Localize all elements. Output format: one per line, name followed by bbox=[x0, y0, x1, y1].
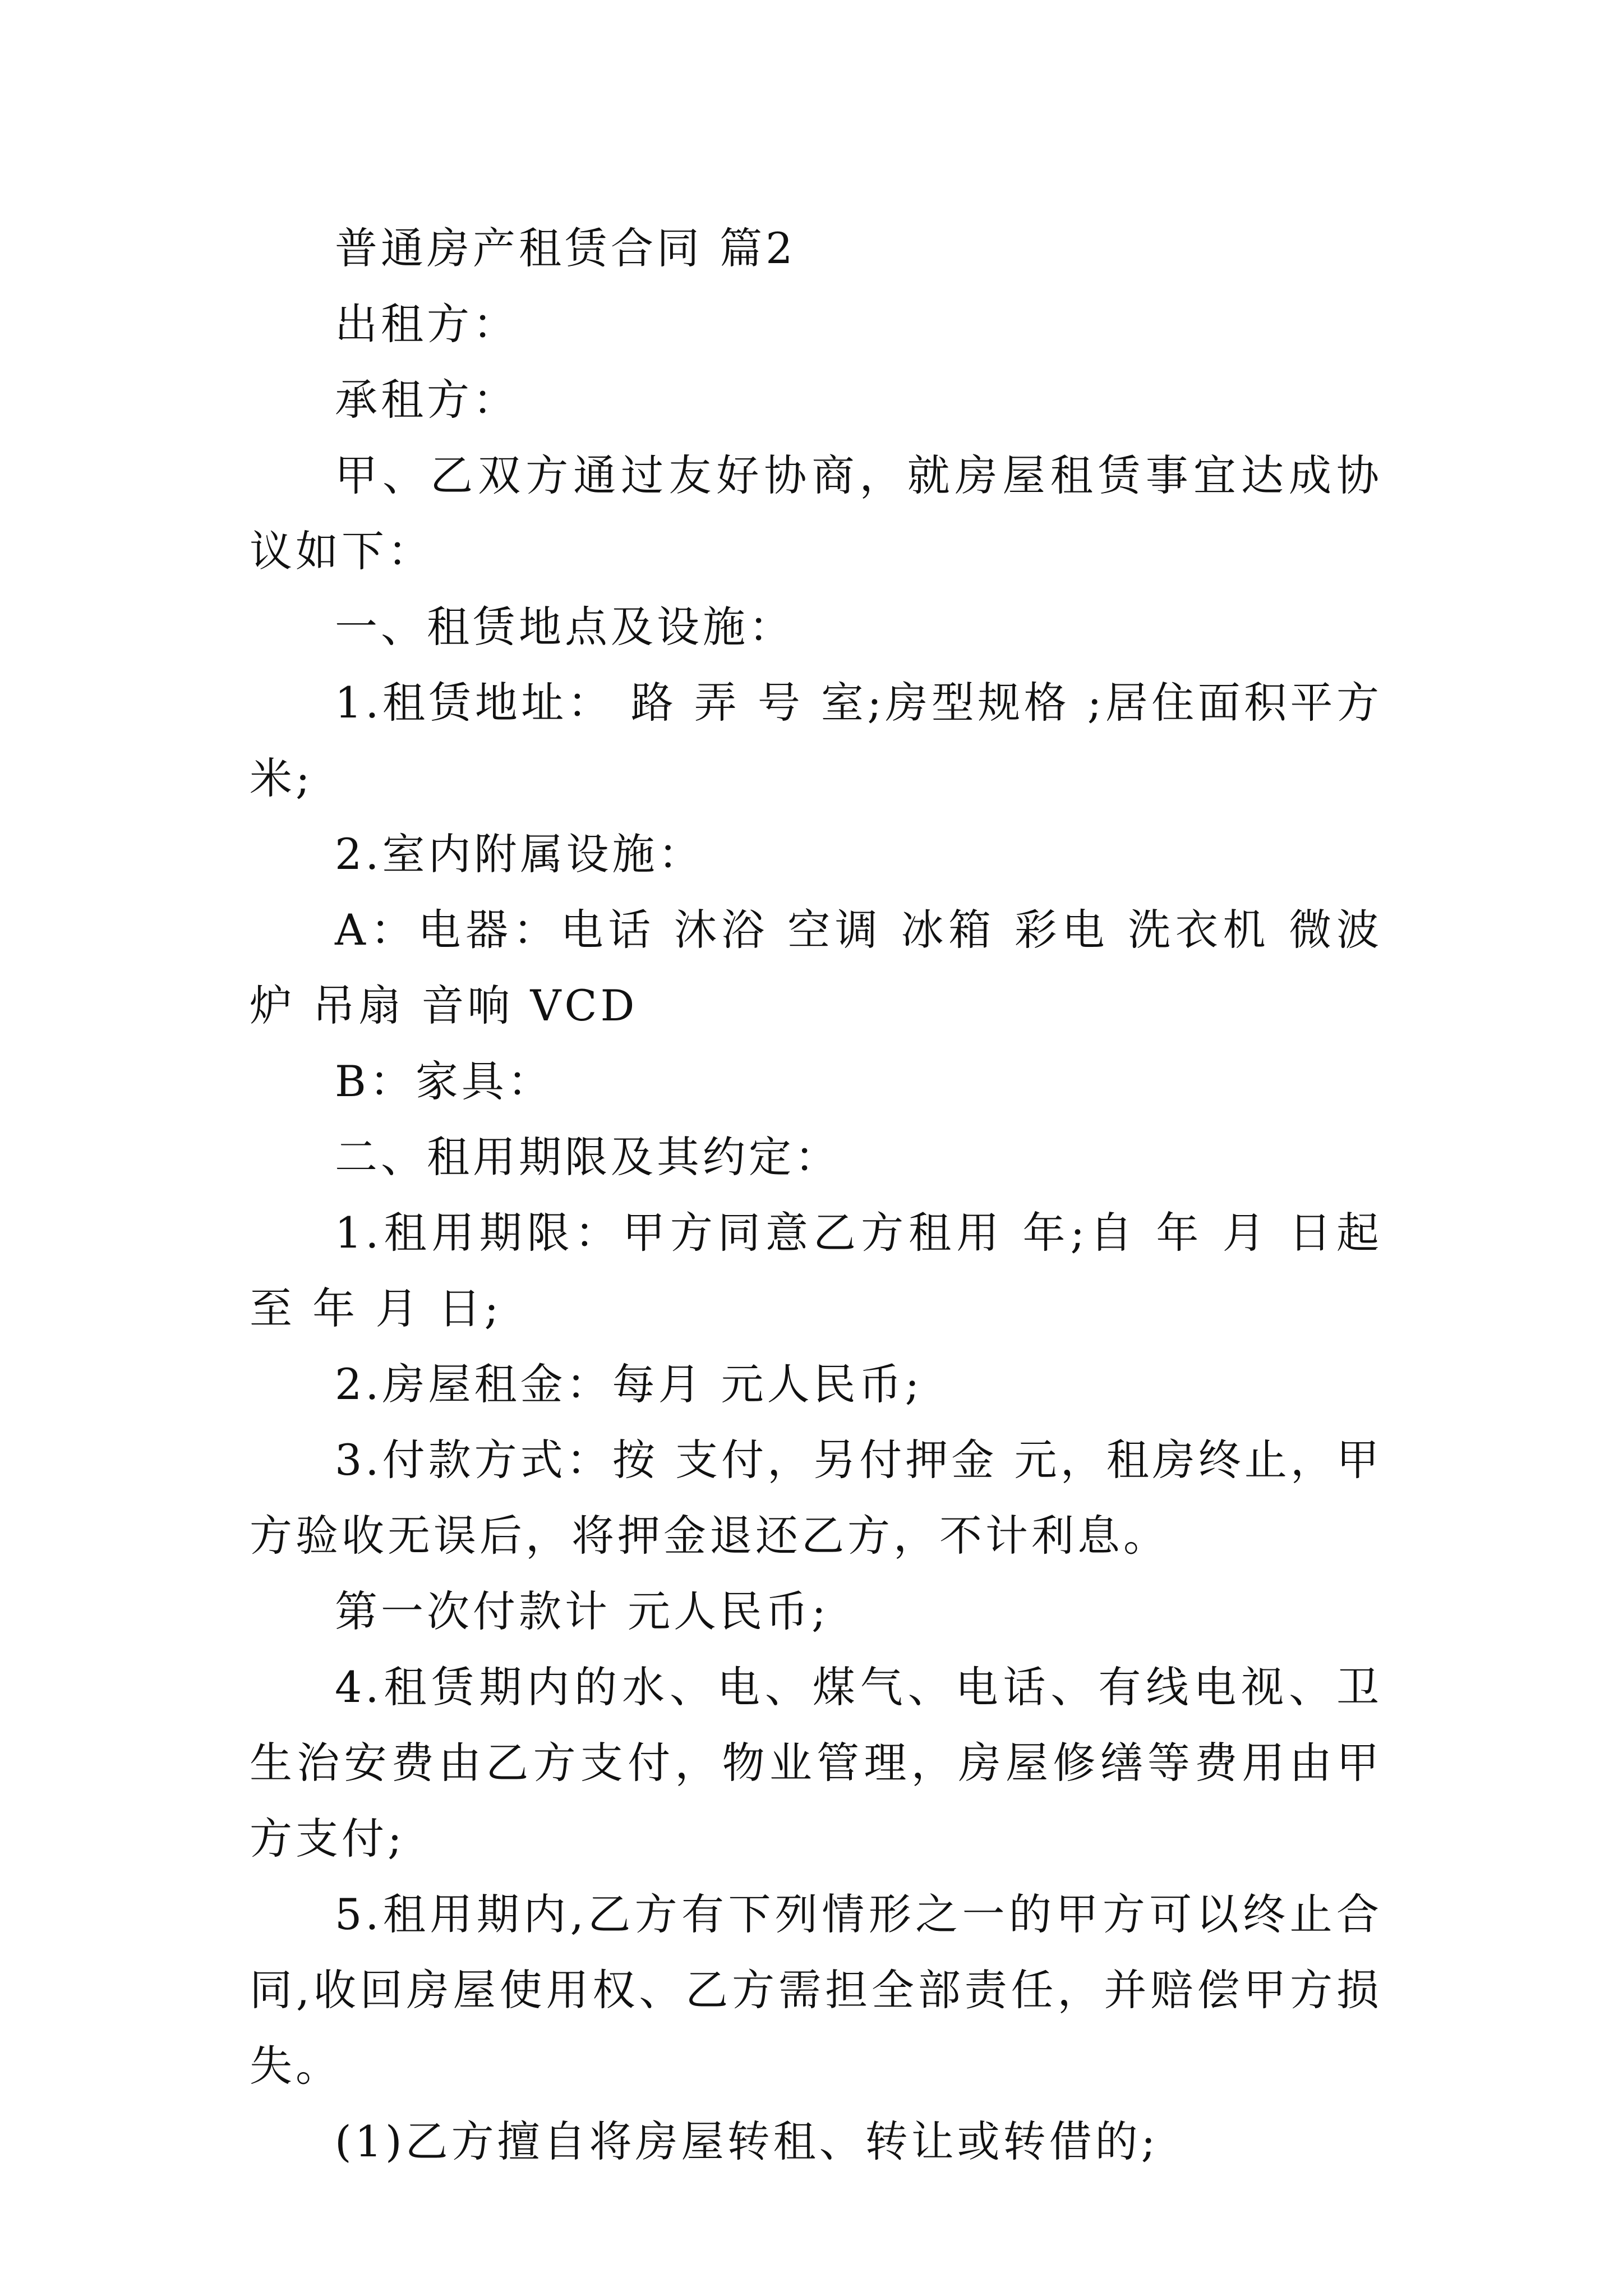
clause-facilities: 2.室内附属设施： bbox=[335, 829, 704, 879]
document-body bbox=[250, 210, 1382, 2179]
clause-appliances: A：电器：电话 沐浴 空调 冰箱 彩电 洗衣机 微波炉 吊扇 音响 VCD bbox=[250, 905, 1382, 1030]
clause-payment: 3.付款方式：按 支付，另付押金 元，租房终止，甲方验收无误后，将押金退还乙方，不计利息。 bbox=[250, 1435, 1382, 1561]
clause-rent: 2.房屋租金：每月 元人民币; bbox=[335, 1359, 923, 1409]
clause-term: 1.租用期限：甲方同意乙方租用 年;自 年 月 日起至 年 月 日; bbox=[250, 1208, 1382, 1333]
clause-utilities: 4.租赁期内的水、电、煤气、电话、有线电视、卫生治安费由乙方支付，物业管理，房屋修缮等费用由甲方支付; bbox=[250, 1662, 1382, 1864]
section-heading-location: 一、租赁地点及设施： bbox=[335, 602, 795, 652]
clause-termination: 5.租用期内,乙方有下列情形之一的甲方可以终止合同,收回房屋使用权、乙方需担全部责任，并赔偿甲方损失。 bbox=[250, 1889, 1382, 2091]
section-heading-term: 二、租用期限及其约定： bbox=[335, 1132, 841, 1182]
lessee-line: 承租方： bbox=[335, 375, 519, 425]
document-title: 普通房产租赁合同 篇2 bbox=[335, 223, 796, 273]
clause-address: 1.租赁地址： 路 弄 号 室;房型规格 ;居住面积平方米; bbox=[250, 678, 1382, 803]
agreement-intro: 甲、乙双方通过友好协商，就房屋租赁事宜达成协议如下： bbox=[250, 450, 1382, 576]
clause-furniture: B：家具： bbox=[335, 1056, 554, 1106]
clause-first-payment: 第一次付款计 元人民币; bbox=[335, 1586, 829, 1636]
lessor-line: 出租方： bbox=[335, 299, 519, 349]
clause-sublet: (1)乙方擅自将房屋转租、转让或转借的; bbox=[335, 2116, 1159, 2166]
